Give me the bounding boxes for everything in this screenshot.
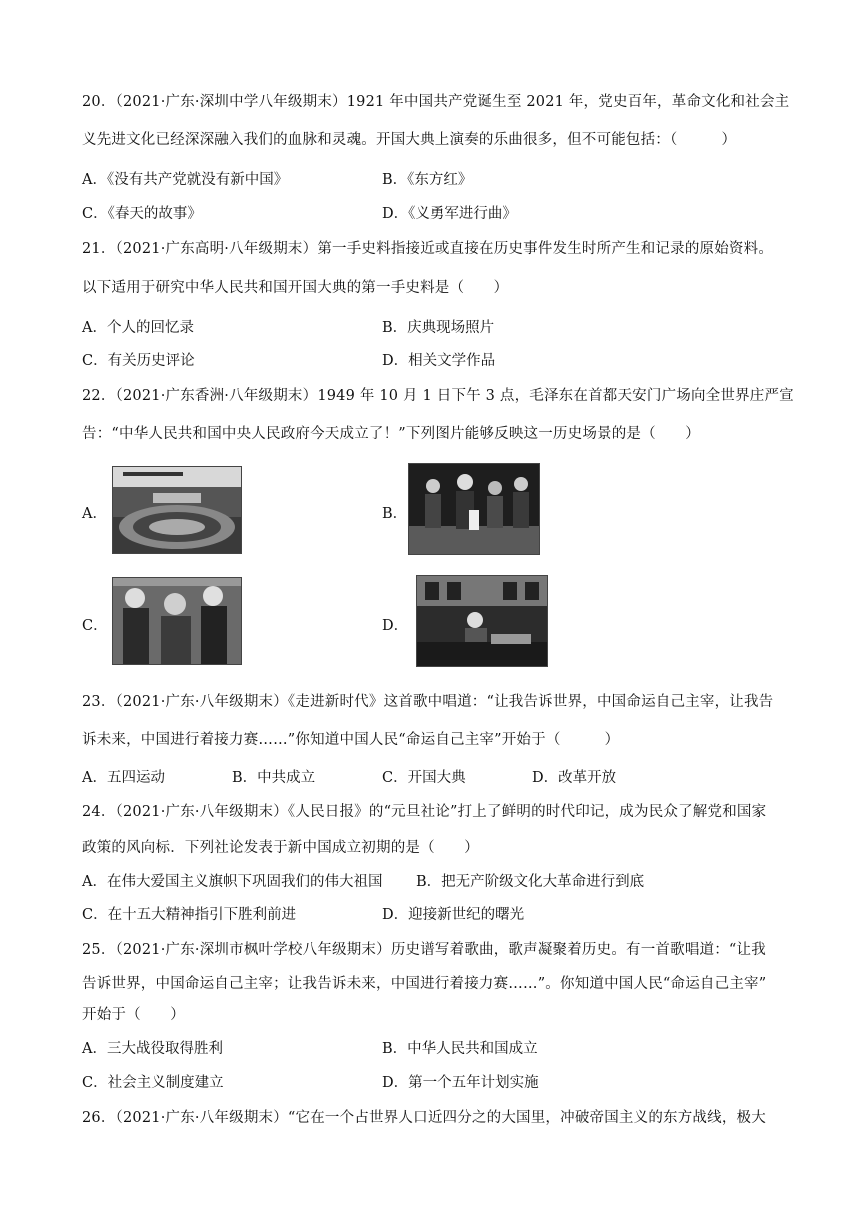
q23-option-a: A．五四运动 xyxy=(82,770,165,786)
q25-stem-line-3: 开始于（ ） xyxy=(82,1007,185,1023)
q26-stem-line-1: 26．（2021·广东·八年级期末）“它在一个占世界人口近四分之的大国里，冲破帝国主义的东方战线，极大 xyxy=(82,1110,766,1126)
q22-photo-a xyxy=(112,466,242,554)
q25-option-b: B．中华人民共和国成立 xyxy=(382,1041,538,1057)
q23-option-d: D．改革开放 xyxy=(532,770,617,786)
q20-stem-line-1: 20．（2021·广东·深圳中学八年级期末）1921 年中国共产党诞生至 2021 年，党史百年，革命文化和社会主 xyxy=(82,94,790,110)
q21-option-c: C．有关历史评论 xyxy=(82,353,195,369)
q20-option-a: A．《没有共产党就没有新中国》 xyxy=(82,172,289,188)
q20-option-c: C．《春天的故事》 xyxy=(82,206,202,222)
q24-stem-line-1: 24．（2021·广东·八年级期末）《人民日报》的“元旦社论”打上了鲜明的时代印记，成为民众了解党和国家 xyxy=(82,804,767,820)
q21-option-a: A．个人的回忆录 xyxy=(82,320,194,336)
q22-stem-line-1: 22．（2021·广东香洲·八年级期末）1949 年 10 月 1 日下午 3 点，毛泽东在首都天安门广场向全世界庄严宣 xyxy=(82,388,794,404)
q25-stem-line-1: 25．（2021·广东·深圳市枫叶学校八年级期末）历史谱写着歌曲，歌声凝聚着历史。有一首歌唱道：“让我 xyxy=(82,942,766,958)
q22-stem-line-2: 告：“中华人民共和国中央人民政府今天成立了！”下列图片能够反映这一历史场景的是（ ） xyxy=(82,426,700,442)
q20-stem-line-2: 义先进文化已经深深融入我们的血脉和灵魂。开国大典上演奏的乐曲很多，但不可能包括：（ ） xyxy=(82,132,737,148)
q24-option-b: B．把无产阶级文化大革命进行到底 xyxy=(416,874,645,890)
q23-stem-line-1: 23．（2021·广东·八年级期末）《走进新时代》这首歌中唱道：“让我告诉世界，中国命运自己主宰，让我告 xyxy=(82,694,774,710)
q25-option-c: C．社会主义制度建立 xyxy=(82,1075,224,1091)
q20-option-d: D．《义勇军进行曲》 xyxy=(382,206,517,222)
q25-option-a: A．三大战役取得胜利 xyxy=(82,1041,223,1057)
q24-stem-line-2: 政策的风向标．下列社论发表于新中国成立初期的是（ ） xyxy=(82,840,479,856)
q25-stem-line-2: 告诉世界，中国命运自己主宰；让我告诉未来，中国进行着接力赛……”。你知道中国人民“命运自己主宰” xyxy=(82,976,767,992)
q22-option-b-label: B． xyxy=(382,506,408,522)
q23-stem-line-2: 诉未来，中国进行着接力赛……”你知道中国人民“命运自己主宰”开始于（ ） xyxy=(82,732,620,748)
q24-option-a: A．在伟大爱国主义旗帜下巩固我们的伟大祖国 xyxy=(82,874,383,890)
q24-option-c: C．在十五大精神指引下胜利前进 xyxy=(82,907,297,923)
q21-stem-line-1: 21．（2021·广东高明·八年级期末）第一手史料指接近或直接在历史事件发生时所产生和记录的原始资料。 xyxy=(82,241,774,257)
q24-option-d: D．迎接新世纪的曙光 xyxy=(382,907,525,923)
q25-option-d: D．第一个五年计划实施 xyxy=(382,1075,539,1091)
q21-option-d: D．相关文学作品 xyxy=(382,353,496,369)
q22-photo-b xyxy=(408,463,540,555)
q23-option-c: C．开国大典 xyxy=(382,770,466,786)
q22-option-c-label: C． xyxy=(82,618,108,634)
q20-option-b: B．《东方红》 xyxy=(382,172,473,188)
q23-option-b: B．中共成立 xyxy=(232,770,316,786)
q21-option-b: B．庆典现场照片 xyxy=(382,320,495,336)
q22-photo-c xyxy=(112,577,242,665)
q21-stem-line-2: 以下适用于研究中华人民共和国开国大典的第一手史料是（ ） xyxy=(82,280,509,296)
q22-photo-d xyxy=(416,575,548,667)
q22-option-d-label: D． xyxy=(382,618,409,634)
q22-option-a-label: A． xyxy=(82,506,107,522)
